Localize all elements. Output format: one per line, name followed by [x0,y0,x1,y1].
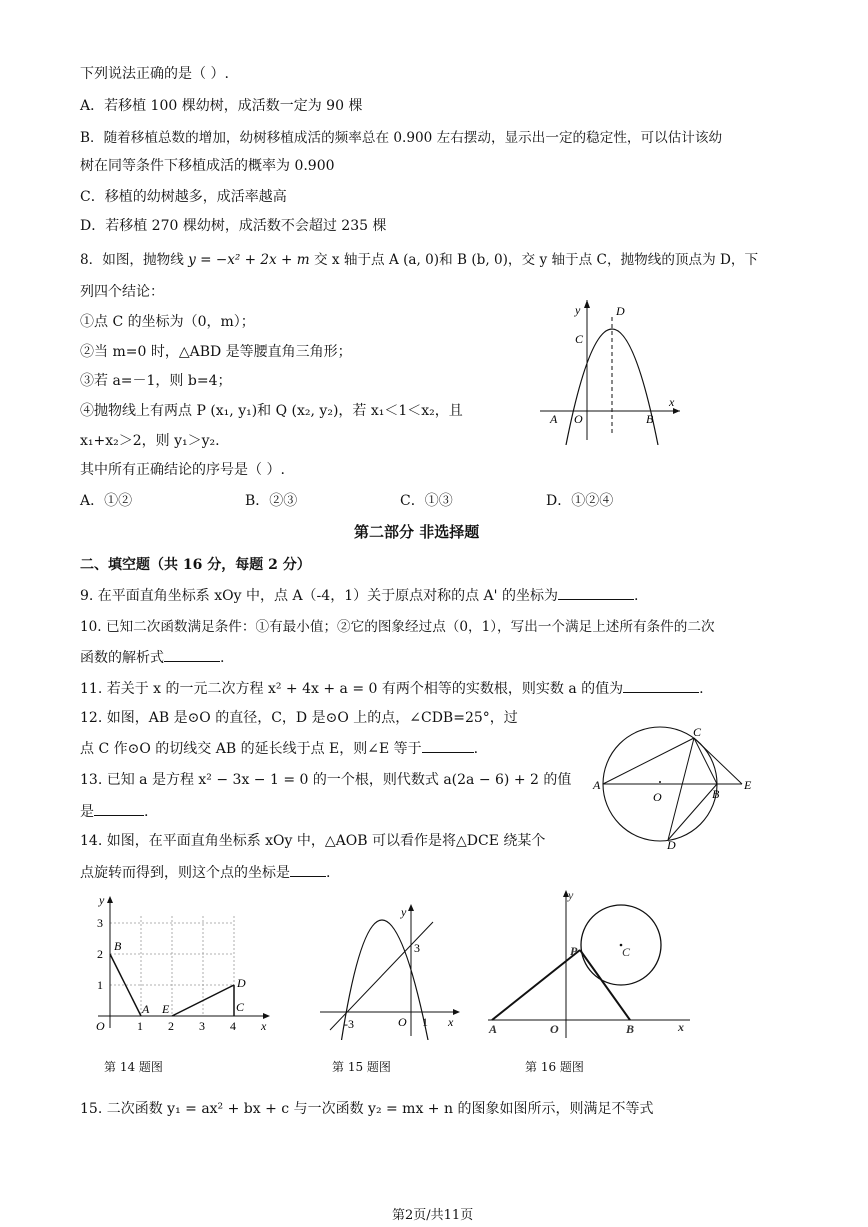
part2-title: 第二部分 非选择题 [354,523,480,541]
q15-text: 15. 二次函数 y₁ = ax² + bx + c 与一次函数 y₂ = mx + n 的图象如图所示，则满足不等式 [80,1101,654,1117]
q14-line1: 14. 如图，在平面直角坐标系 xOy 中，△AOB 可以看作是将△DCE 绕某个 [80,833,546,849]
label-d: D [237,976,246,990]
label-x: x [448,1015,454,1029]
q10-answer-blank[interactable] [164,647,220,662]
q9-end: . [633,588,639,604]
q10-line2 [80,647,224,668]
q8-parabola-figure [530,295,690,445]
q12-end: . [473,741,479,757]
tick-x-4: 4 [230,1019,236,1033]
fig14-caption: 第 14 题图 [104,1060,163,1074]
label-a: A [142,1002,150,1016]
label-y: y [575,303,581,317]
label-y: y [568,888,574,902]
label-o: O [653,790,662,804]
q8-conclusion-2: ②当 m=0 时，△ABD 是等腰直角三角形； [80,344,352,360]
tick-y-1: 1 [97,978,103,992]
q14-line2 [80,862,330,883]
q14-text: 点旋转而得到，则这个点的坐标是 [80,865,290,881]
q11 [80,678,704,699]
q8-option-b: B．②③ [245,493,298,509]
label-d: D [616,304,625,318]
label-1: 1 [422,1015,428,1029]
q8-option-a: A．①② [80,493,133,509]
q12-line1: 12. 如图，AB 是⊙O 的直径，C，D 是⊙O 上的点，∠CDB=25°，过 [80,710,518,726]
q7-option-b-line1: B．随着移植总数的增加，幼树移植成活的频率总在 0.900 左右摆动，显示出一定的稳定性，可以估计该幼 [80,130,723,146]
label-a: A [489,1022,498,1036]
q7-option-c: C．移植的幼树越多，成活率越高 [80,189,287,205]
line-y2 [330,922,433,1030]
label-y: y [401,905,407,919]
fig14 [88,890,278,1040]
fig16-caption: 第 16 题图 [525,1060,584,1074]
q7-option-d: D．若移植 270 棵幼树，成活数不会超过 235 棵 [80,218,387,234]
label-c: C [236,1000,245,1014]
tick-x-3: 3 [199,1019,205,1033]
segment-ap [492,950,580,1020]
label-x: x [261,1019,267,1033]
q10-line1: 10. 已知二次函数满足条件：①有最小值；②它的图象经过点（0，1），写出一个满足上述所有条件的二次 [80,619,715,635]
label-b: B [626,1022,635,1036]
fig16 [484,888,694,1040]
q8-formula: y = −x² + 2x + m [188,252,310,268]
label-p: P [570,944,578,958]
q8-conclusion-1: ①点 C 的坐标为（0，m）； [80,314,255,330]
line-ac [603,738,694,784]
q13-answer-blank[interactable] [94,801,144,816]
label-o: O [96,1019,105,1033]
q8-stem-line1 [80,250,758,270]
q13-text: 是 [80,804,94,820]
q12-circle-figure [590,722,765,854]
q7-option-b-line2: 树在同等条件下移植成活的概率为 0.900 [80,158,335,174]
q8-conclusion-4: ④抛物线上有两点 P (x₁, y₁)和 Q (x₂, y₂)，若 x₁＜1＜x₂，且 [80,403,463,419]
label-x: x [669,395,675,409]
q14-answer-blank[interactable] [290,862,326,877]
x-axis-arrow [453,1009,460,1015]
q7-stem: 下列说法正确的是（ ）. [80,66,229,82]
q8-conclusion-3: ③若 a=－1，则 b=4； [80,373,232,389]
q8-stem-a: 8．如图，抛物线 [80,252,189,268]
label-d: D [667,838,676,852]
label-o: O [550,1022,559,1036]
tick-y-2: 2 [97,947,103,961]
q13-line1: 13. 已知 a 是方程 x² − 3x − 1 = 0 的一个根，则代数式 a(2a − 6) + 2 的值 [80,772,572,788]
q9 [80,585,638,606]
q11-answer-blank[interactable] [623,678,699,693]
label-c: C [693,725,702,739]
label-a: A [550,412,558,426]
q12-answer-blank[interactable] [422,738,474,753]
label-e: E [162,1002,170,1016]
label-b: B [712,787,720,801]
tick-x-1: 1 [137,1019,143,1033]
q9-text: 9. 在平面直角坐标系 xOy 中，点 A（-4，1）关于原点对称的点 A' 的坐标为 [80,588,558,604]
q12-text: 点 C 作⊙O 的切线交 AB 的延长线于点 E，则∠E 等于 [80,741,422,757]
fig15-caption: 第 15 题图 [332,1060,391,1074]
center-dot [659,781,661,783]
q8-stem-b: 交 x 轴于点 A (a, 0)和 B (b, 0)，交 y 轴于点 C，抛物线的顶点为 D，下 [309,252,759,268]
q13-line2 [80,801,148,822]
label-c: C [575,332,584,346]
q9-answer-blank[interactable] [558,585,634,600]
q8-option-d: D．①②④ [546,493,614,509]
tangent-ce [694,738,742,784]
line-cb [694,738,717,784]
q11-end: . [699,681,704,697]
q8-ask: 其中所有正确结论的序号是（ ）. [80,462,285,478]
section2-title: 二、填空题（共 16 分，每题 2 分） [80,557,311,573]
tick-y-3: 3 [97,916,103,930]
label-x: x [678,1020,684,1034]
label-b: B [646,412,654,426]
q8-stem-line2: 列四个结论： [80,284,164,300]
label-o: O [398,1015,407,1029]
q13-end: . [144,804,149,820]
q10-end: . [220,650,225,666]
label-e: E [744,778,752,792]
q10-text: 函数的解析式 [80,650,164,666]
tick-x-2: 2 [168,1019,174,1033]
q14-end: . [326,865,331,881]
label-y: y [99,893,105,907]
y-axis-arrow [408,904,414,911]
page-footer: 第2页/共11页 [392,1208,474,1223]
q11-text: 11. 若关于 x 的一元二次方程 x² + 4x + a = 0 有两个相等的实数根，则实数 a 的值为 [80,681,624,697]
q12-line2 [80,738,478,759]
fig15 [318,900,463,1040]
q7-option-a: A．若移植 100 棵幼树，成活数一定为 90 棵 [80,98,363,114]
label-minus-3: -3 [344,1017,354,1031]
y-axis-arrow [107,896,113,903]
label-b: B [114,939,122,953]
y-axis-arrow [584,300,590,308]
q8-conclusion-5: x₁+x₂＞2，则 y₁＞y₂. [80,433,220,449]
label-3: 3 [414,941,420,955]
q8-option-c: C．①③ [400,493,453,509]
label-o: O [574,412,583,426]
label-a: A [593,778,601,792]
grid [110,916,234,1016]
label-c: C [622,945,631,959]
